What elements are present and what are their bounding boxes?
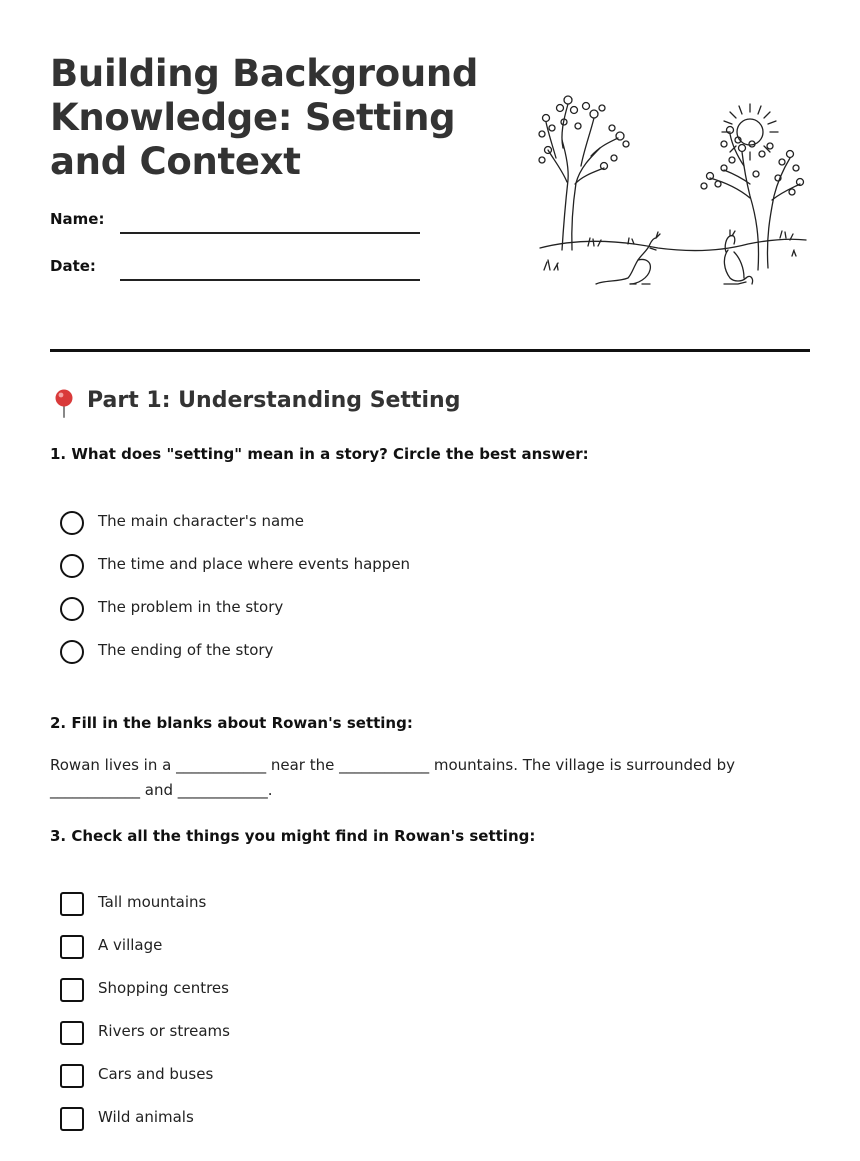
q1-option-3[interactable] bbox=[60, 597, 760, 623]
q1-option-1[interactable] bbox=[60, 511, 760, 537]
checkbox-icon[interactable] bbox=[60, 892, 84, 916]
tree-kangaroo-sun-illustration bbox=[538, 88, 808, 290]
checkbox-icon[interactable] bbox=[60, 1021, 84, 1045]
checkbox-icon[interactable] bbox=[60, 1107, 84, 1131]
q3-option-label: Shopping centres bbox=[98, 979, 229, 997]
q3-option-2[interactable] bbox=[60, 935, 760, 961]
q1-option-label: The time and place where events happen bbox=[98, 555, 411, 573]
radio-circle-icon[interactable] bbox=[60, 597, 84, 621]
worksheet-page bbox=[50, 0, 810, 1161]
radio-circle-icon[interactable] bbox=[60, 554, 84, 578]
fill-in-blank-passage[interactable]: Rowan lives in a ____________ near the ____________ mountains. The village is surrounded by ____________ and ____________. bbox=[50, 756, 735, 799]
q3-option-5[interactable] bbox=[60, 1064, 760, 1090]
q3-option-label: Cars and buses bbox=[98, 1065, 214, 1083]
name-field[interactable] bbox=[50, 208, 420, 238]
worksheet-header bbox=[50, 52, 810, 292]
name-label: Name: bbox=[50, 210, 105, 228]
checkbox-icon[interactable] bbox=[60, 978, 84, 1002]
date-label: Date: bbox=[50, 257, 96, 275]
q1-option-2[interactable] bbox=[60, 554, 760, 580]
question-2-prompt: 2. Fill in the blanks about Rowan's setting: bbox=[50, 714, 413, 732]
checkbox-icon[interactable] bbox=[60, 1064, 84, 1088]
radio-circle-icon[interactable] bbox=[60, 640, 84, 664]
q3-option-6[interactable] bbox=[60, 1107, 760, 1133]
q1-option-4[interactable] bbox=[60, 640, 760, 666]
round-pushpin-icon bbox=[50, 388, 78, 418]
page-title: Building Background Knowledge: Setting and Context bbox=[50, 52, 479, 183]
q3-option-label: Tall mountains bbox=[98, 893, 207, 911]
question-3-prompt: 3. Check all the things you might find in Rowan's setting: bbox=[50, 827, 536, 845]
section-divider bbox=[50, 349, 810, 352]
q1-option-label: The ending of the story bbox=[98, 641, 274, 659]
name-write-line[interactable] bbox=[120, 232, 420, 234]
part1-title: Part 1: Understanding Setting bbox=[87, 388, 461, 413]
q3-option-1[interactable] bbox=[60, 892, 760, 918]
question-1-prompt: 1. What does "setting" mean in a story? Circle the best answer: bbox=[50, 445, 589, 463]
q1-option-label: The main character's name bbox=[98, 512, 304, 530]
q3-option-3[interactable] bbox=[60, 978, 760, 1004]
q3-option-label: A village bbox=[98, 936, 163, 954]
date-field[interactable] bbox=[50, 255, 420, 285]
q3-option-label: Wild animals bbox=[98, 1108, 194, 1126]
radio-circle-icon[interactable] bbox=[60, 511, 84, 535]
part1-heading bbox=[50, 386, 810, 420]
checkbox-icon[interactable] bbox=[60, 935, 84, 959]
date-write-line[interactable] bbox=[120, 279, 420, 281]
q3-option-4[interactable] bbox=[60, 1021, 760, 1047]
q1-option-label: The problem in the story bbox=[98, 598, 284, 616]
q3-option-label: Rivers or streams bbox=[98, 1022, 230, 1040]
